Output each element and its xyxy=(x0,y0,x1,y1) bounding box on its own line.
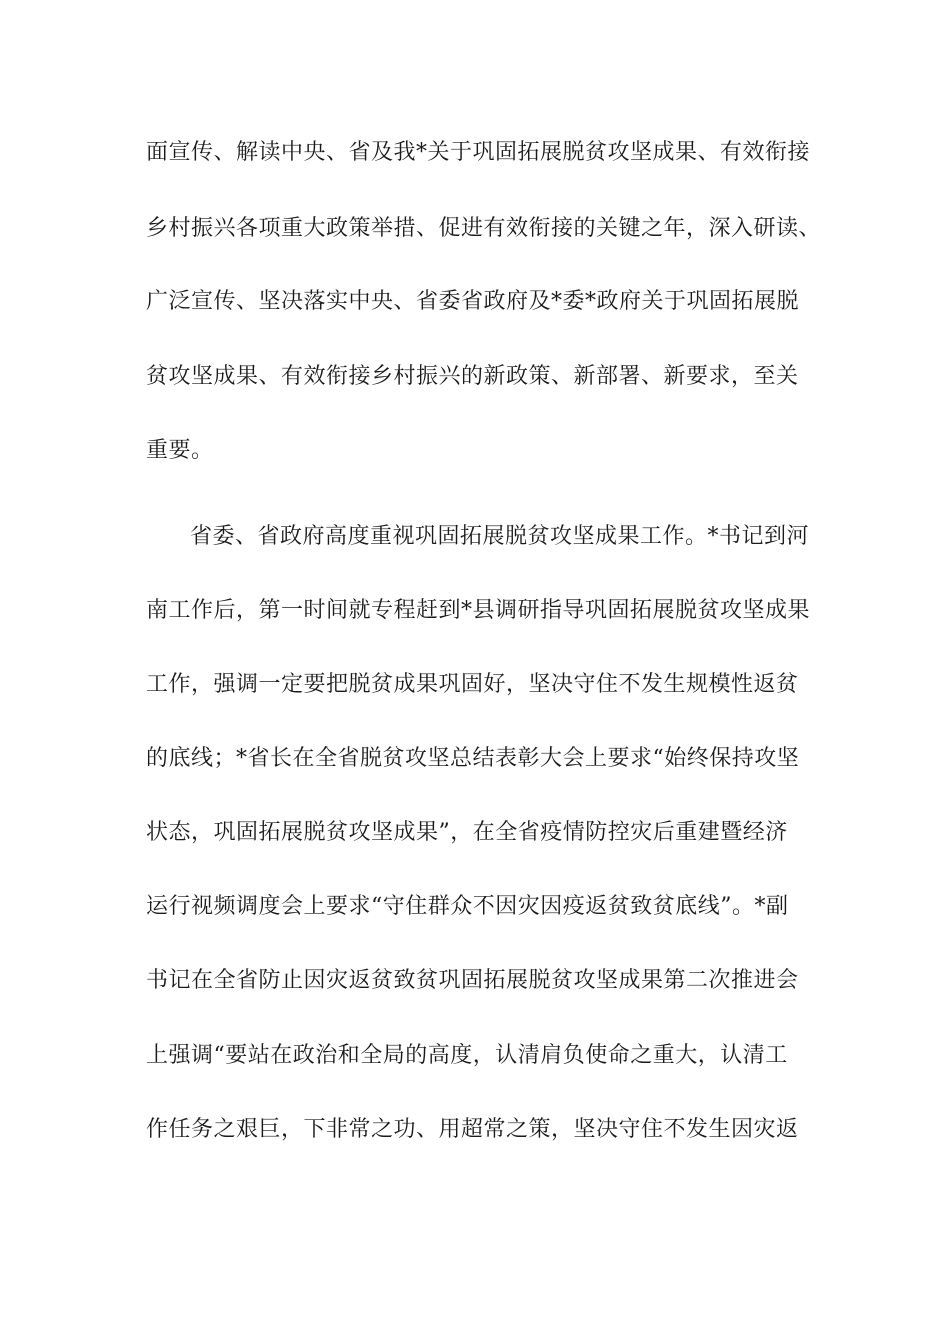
text-line: 省委、省政府高度重视巩固拓展脱贫攻坚成果工作。*书记到河 xyxy=(190,524,810,549)
text-line: 书记在全省防止因灾返贫致贫巩固拓展脱贫攻坚成果第二次推进会 xyxy=(146,968,799,993)
text-line: 运行视频调度会上要求“守住群众不因灾因疫返贫致贫底线”。*副 xyxy=(146,894,789,919)
text-line: 作任务之艰巨，下非常之功、用超常之策，坚决守住不发生因灾返 xyxy=(146,1117,799,1142)
text-line: 上强调“要站在政治和全局的高度，认清肩负使命之重大，认清工 xyxy=(146,1043,788,1068)
text-line: 工作，强调一定要把脱贫成果巩固好，坚决守住不发生规模性返贫 xyxy=(146,672,799,697)
text-line: 状态，巩固拓展脱贫攻坚成果”，在全省疫情防控灾后重建暨经济 xyxy=(146,820,788,845)
text-line: 重要。 xyxy=(146,438,214,463)
text-line: 乡村振兴各项重大政策举措、促进有效衔接的关键之年，深入研读、 xyxy=(146,216,822,241)
text-line: 南工作后，第一时间就专程赶到*县调研指导巩固拓展脱贫攻坚成果 xyxy=(146,598,811,623)
text-line: 贫攻坚成果、有效衔接乡村振兴的新政策、新部署、新要求，至关 xyxy=(146,364,799,389)
text-line: 面宣传、解读中央、省及我*关于巩固拓展脱贫攻坚成果、有效衔接 xyxy=(146,140,811,165)
text-line: 广泛宣传、坚决落实中央、省委省政府及*委*政府关于巩固拓展脱 xyxy=(146,289,800,314)
text-line: 的底线；*省长在全省脱贫攻坚总结表彰大会上要求“始终保持攻坚 xyxy=(146,746,800,771)
